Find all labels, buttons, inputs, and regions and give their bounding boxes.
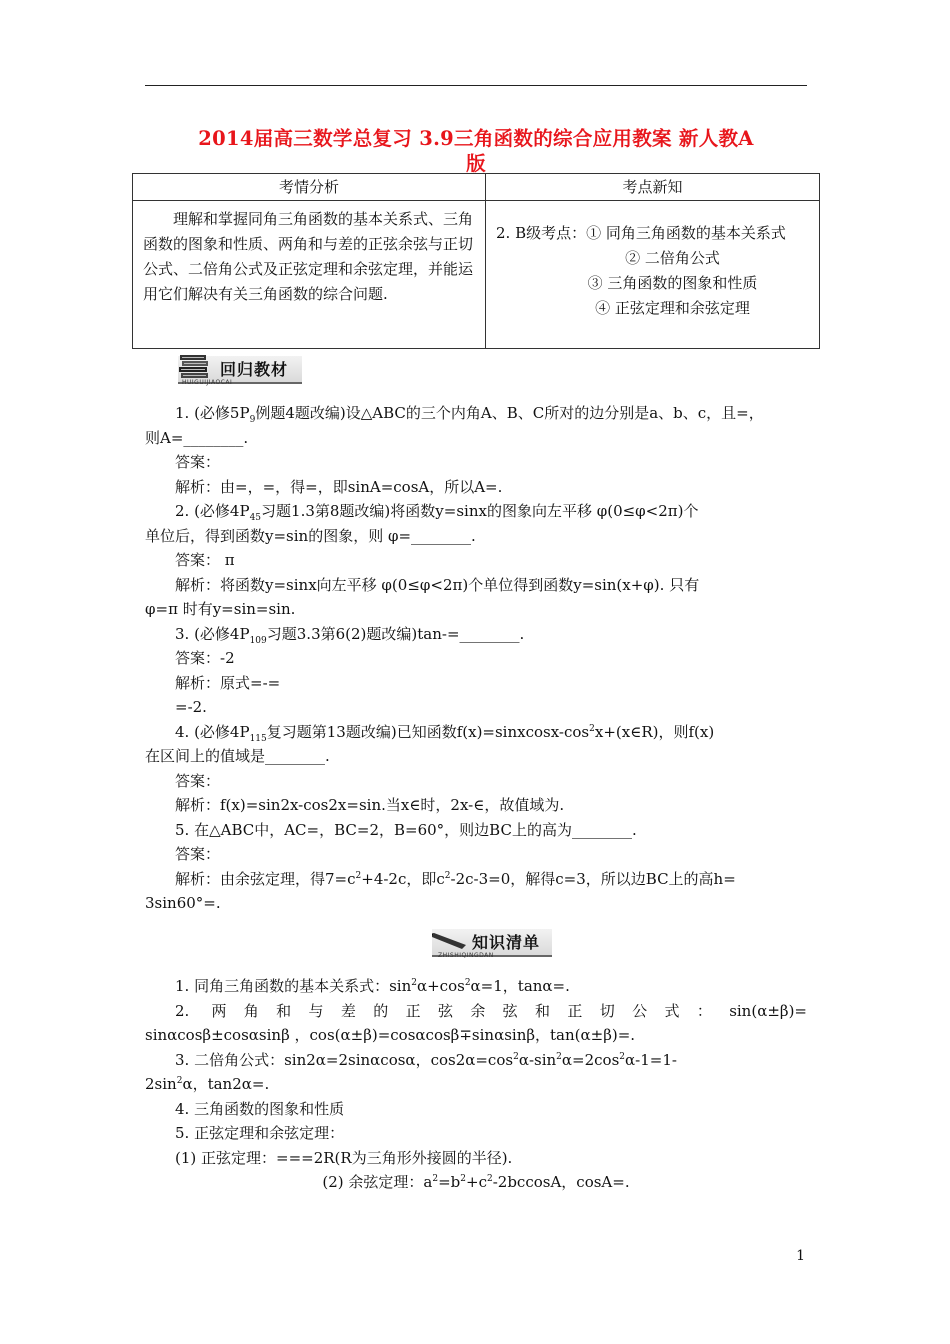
knowledge-3-cont: $2\sin^2\alpha$，tan2α=.: [145, 1075, 270, 1093]
question-4-cont: 在区间上的值域是________.: [145, 747, 330, 765]
banner-pinyin: ZHISHIQINGDAN: [438, 952, 494, 959]
section-banner-review: [178, 352, 302, 388]
point-line: ③ 三角函数的图象和性质: [587, 274, 758, 292]
explanation-2-cont: φ=π 时有y=sin=sin.: [145, 600, 296, 618]
document-title: [145, 126, 807, 176]
knowledge-4: 4. 三角函数的图象和性质: [175, 1099, 345, 1118]
knowledge-3: 3. 二倍角公式：sin2α=2sinαcosα，$\cos 2\alpha=\cos^2\alpha-\sin^2\alpha=2\cos^2\alpha-1=1-$: [175, 1050, 677, 1069]
answer-2: 答案： π: [175, 551, 235, 569]
section-banner-knowledge: [432, 925, 552, 961]
explanation-5: 解析：由余弦定理，得$7=c^2+4-2c$，即$c^2-2c-3=0$，解得c=3，所以边BC上的高h=: [175, 869, 736, 888]
knowledge-1: 1. 同角三角函数的基本关系式：$\sin^2\alpha+\cos^2\alpha=1$，tanα=.: [175, 977, 570, 995]
point-line: ② 二倍角公式: [625, 249, 720, 267]
question-5: 5. 在△ABC中，AC=，BC=2，B=60°，则边BC上的高为________.: [175, 820, 637, 839]
answer-1: 答案：: [175, 453, 221, 471]
banner-pinyin: HUIGUIJIAOCAI: [182, 379, 233, 386]
question-2: 2. (必修$4P_{45}$习题1.3第8题改编)将函数y=sinx的图象向左平移 φ(0≤φ<2π)个: [175, 502, 699, 523]
question-1: 1. (必修$5P_9$例题4题改编)设△ABC的三个内角A、B、C所对的边分别是a、b、c，且=，: [175, 404, 764, 425]
question-4: 4. (必修$4P_{115}$复习题第13题改编)已知函数$f(x)=sinxcosx-\cos^2x+(x\in R)$，则f(x): [175, 722, 715, 744]
points-cell: [486, 201, 820, 349]
explanation-1: 解析：由=，=，得=，即sinA=cosA，所以A=.: [175, 477, 503, 496]
title-line-2: 版: [466, 152, 486, 175]
explanation-4: 解析：f(x)=sin2x-cos2x=sin.当x∈时，2x-∈，故值域为.: [175, 796, 565, 814]
answer-5: 答案：: [175, 845, 221, 863]
review-section: [145, 401, 807, 916]
answer-3: 答案：-2: [175, 649, 235, 667]
books-icon: [178, 352, 214, 380]
title-line-1: 2014届高三数学总复习 3.9三角函数的综合应用教案 新人教A: [198, 127, 754, 150]
knowledge-5: 5. 正弦定理和余弦定理：: [175, 1124, 345, 1142]
point-line: 2. B级考点：① 同角三角函数的基本关系式: [496, 224, 786, 242]
banner-title: 知识清单: [472, 933, 541, 952]
analysis-cell: 理解和掌握同角三角函数的基本关系式、三角函数的图象和性质、两角和与差的正弦余弦与正切公式、二倍角公式及正弦定理和余弦定理，并能运用它们解决有关三角函数的综合问题.: [133, 201, 486, 349]
knowledge-5-1: (1) 正弦定理：===2R(R为三角形外接圆的半径).: [175, 1148, 513, 1167]
question-1-cont: 则A=________.: [145, 428, 249, 447]
explanation-5-cont: 3sin60°=.: [145, 894, 221, 912]
knowledge-2-cont: sinαcosβ±cosαsinβ ，cos(α±β)=cosαcosβ∓sinαsinβ，tan(α±β)=.: [145, 1026, 636, 1044]
question-3: 3. (必修$4P_{109}$习题3.3第6(2)题改编)tan-=________.: [175, 624, 525, 646]
point-line: ④ 正弦定理和余弦定理: [595, 299, 750, 317]
knowledge-2: 2. 两角和与差的正弦余弦和正切公式：sin(α±β)=: [175, 1001, 807, 1020]
explanation-3: 解析：原式=-=: [175, 673, 281, 692]
answer-4: 答案：: [175, 771, 221, 790]
header-rule: [145, 85, 807, 86]
page-number: 1: [796, 1248, 805, 1264]
banner-title: 回归教材: [220, 360, 289, 379]
pen-icon: [432, 925, 468, 953]
explanation-3-cont: =-2.: [175, 698, 207, 716]
table-header-analysis: 考情分析: [133, 174, 486, 201]
knowledge-5-2: (2) 余弦定理：$a^2=b^2+c^2-2bccosA$，cosA=.: [322, 1173, 630, 1191]
knowledge-section: [145, 974, 807, 1195]
explanation-2: 解析：将函数y=sinx向左平移 φ(0≤φ<2π)个单位得到函数y=sin(x+φ). 只有: [175, 575, 700, 594]
overview-table: [132, 173, 820, 349]
table-header-points: 考点新知: [486, 174, 820, 201]
question-2-cont: 单位后，得到函数y=sin的图象，则 φ=________.: [145, 526, 476, 545]
